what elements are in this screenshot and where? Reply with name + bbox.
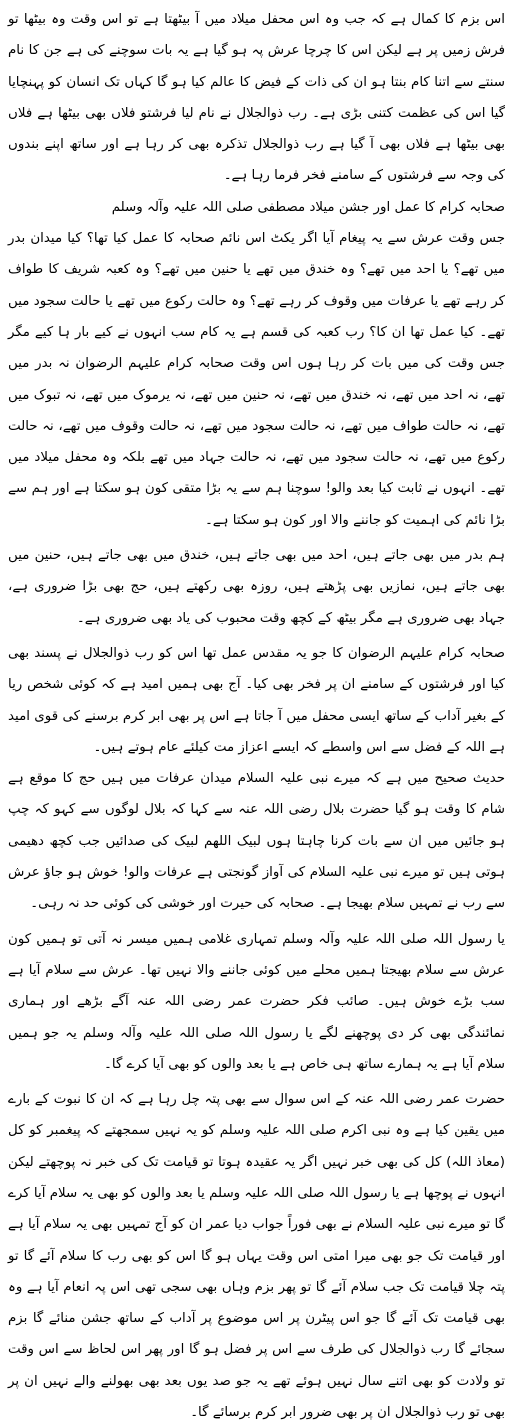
article-paragraph-5: حدیث صحیح میں ہے کہ میرے نبی علیہ السلام میدان عرفات میں ہیں حج کا موقع ہے شام کا وقت ہو گیا حضرت بلال رضی اللہ عنہ سے کہا کہ بلال لوگوں سے کہو کہ چپ ہو جائیں میں ان سے بات کرنا چاہتا ہوں لبیک اللھم لبیک کی صدائیں جب کچھ دھیمی ہوتی ہیں تو میرے نبی علیہ السلام کی آواز گونجتی ہے عرفات والو! خوش ہو جاؤ عرش سے رب نے تمہیں سلام بھیجا ہے۔ صحابہ کی حیرت اور خوشی کی کوئی حد نہ رہی۔ — [8, 771, 505, 912]
article-paragraph-1: اس بزم کا کمال ہے کہ جب وہ اس محفل میلاد میں آ بیٹھتا ہے تو اس وقت وہ بیٹھا تو فرش زمیں پر ہے لیکن اس کا چرچا عرش پہ ہو گیا ہے یہ بات سوچنے کی ہے جن کا نام سنتے سے اتنا کام بنتا ہو ان کی ذات کے فیض کا عالم کیا ہو گا کہاں تک انسان کو پہنچایا گیا اس کی عظمت کتنی بڑی ہے۔ رب ذوالجلال نے نام لیا فرشتو فلاں بھی بیٹھا ہے فلاں بھی بیٹھا ہے فلاں بھی آ گیا ہے رب ذوالجلال تذکرہ بھی کر رہا ہے اور ساتھ اپنے بندوں کی وجہ سے فرشتوں کے سامنے فخر فرما رہا ہے۔ — [8, 12, 505, 184]
article-paragraph-7: حضرت عمر رضی اللہ عنہ کے اس سوال سے بھی پتہ چل رہا ہے کہ ان کا نبوت کے بارے میں یقین کیا ہے وہ نبی اکرم صلی اللہ علیہ وسلم کو یہ نہیں سمجھتے کہ پیغمبر کو کل (معاذ اللہ) کل کی بھی خبر نہیں اگر یہ عقیدہ ہوتا تو قیامت تک کی خبر نہ پوچھتے لیکن انہوں نے پوچھا ہے یا رسول اللہ صلی اللہ علیہ وسلم یا بعد والوں کو بھی یہ سلام آیا کرے گا تو میرے نبی علیہ السلام نے بھی فوراً جواب دیا عمر ان کو آج تمہیں بھی یہ سلام آیا ہے اور قیامت تک جو بھی میرا امتی اس وقت یہاں ہو گا اس کو بھی رب کا سلام آئے گا تو پتہ چلا قیامت تک جب سلام آئے گا تو پھر بزم وہاں بھی سجی تھی اس پہ انعام آیا ہے وہ بھی قیامت تک آئے گا جو اس پیٹرن پر اس موضوع پر آداب کے ساتھ جشن منائے گا بزم سجائے گا رب ذوالجلال کی طرف سے اس پر فضل ہو گا اور پھر اس لحاظ سے اس وقت تو ولادت کو بھی اتنے سال نہیں ہوئے تھے یہ جو صد یوں بعد بھی بھولنے والے نہیں ان پر بھی تو رب ذوالجلال ان پر بھی ضرور ابر کرم برسائے گا۔ — [8, 1092, 505, 1421]
section-heading: صحابہ کرام کا عمل اور جشن میلاد مصطفی صلی اللہ علیہ وآلہ وسلم — [111, 199, 505, 215]
article-paragraph-4: صحابہ کرام علیہم الرضوان کا جو یہ مقدس عمل تھا اس کو رب ذوالجلال نے پسند بھی کیا اور فرشتوں کے سامنے ان پر فخر بھی کیا۔ آج بھی ہمیں امید ہے کہ کوئی شخص ریا کے بغیر آداب کے ساتھ ایسی محفل میں آ جاتا ہے اس پر بھی ابر کرم برسنے کی قوی امید ہے اللہ کے فضل سے اس واسطے کہ ایسے اعزاز مت کیلئے عام ہوتے ہیں۔ — [8, 645, 505, 755]
article-paragraph-6: یا رسول اللہ صلی اللہ علیہ وآلہ وسلم تمہاری غلامی ہمیں میسر نہ آتی تو ہمیں کون عرش سے سلام بھیجتا ہمیں محلے میں کوئی جاننے والا نہیں تھا۔ عرش سے سلام آیا ہے سب بڑے خوش ہیں۔ صائب فکر حضرت عمر رضی اللہ عنہ آگے بڑھے اور ہماری نمائندگی بھی کر دی پوچھنے لگے یا رسول اللہ صلی اللہ علیہ وآلہ وسلم یہ جو ہمیں سلام آیا ہے یہ ہمارے ساتھ ہی خاص ہے یا بعد والوں کو بھی آیا کرے گا۔ — [8, 931, 505, 1072]
article-paragraph-2: جس وقت عرش سے یہ پیغام آیا اگر یکٹ اس نائم صحابہ کا عمل کیا تھا؟ کیا میدان بدر میں تھے؟ یا احد میں تھے؟ وہ خندق میں تھے یا حنین میں تھے؟ وہ کعبہ شریف کا طواف کر رہے تھے یا عرفات میں وقوف کر رہے تھے؟ وہ حالت رکوع میں تھے یا حالت سجود میں تھے۔ کیا عمل تھا ان کا؟ رب کعبہ کی قسم ہے یہ کام سب انہوں نے کیے بار ہا کیے مگر جس وقت کی میں بات کر رہا ہوں اس وقت صحابہ کرام علیہم الرضوان نہ بدر میں تھے، نہ احد میں تھے، نہ خندق میں تھے، نہ حنین میں تھے، نہ یرموک میں تھے، نہ تبوک میں تھے، نہ حالت طواف میں تھے، نہ حالت سجود میں تھے، نہ حالت وقوف میں تھے، نہ حالت رکوع میں تھے، نہ حالت سجود میں تھے، نہ حالت جہاد میں تھے بلکہ وہ محفل میلاد میں تھے۔ انہوں نے ثابت کیا بعد والو! سوچنا ہم سے یہ بڑا متقی کون ہو سکتا ہے اور ہم سے بڑا نائم کی اہمیت کو جاننے والا اور کون ہو سکتا ہے۔ — [8, 231, 505, 528]
article-paragraph-3: ہم بدر میں بھی جاتے ہیں، احد میں بھی جاتے ہیں، خندق میں بھی جاتے ہیں، حنین میں بھی جاتے ہیں، نمازیں بھی پڑھتے ہیں، روزہ بھی رکھتے ہیں، حج بھی بڑا ضروری ہے، جہاد بھی ضروری ہے مگر بیٹھ کے کچھ وقت محبوب کی یاد بھی ضروری ہے۔ — [8, 548, 505, 626]
